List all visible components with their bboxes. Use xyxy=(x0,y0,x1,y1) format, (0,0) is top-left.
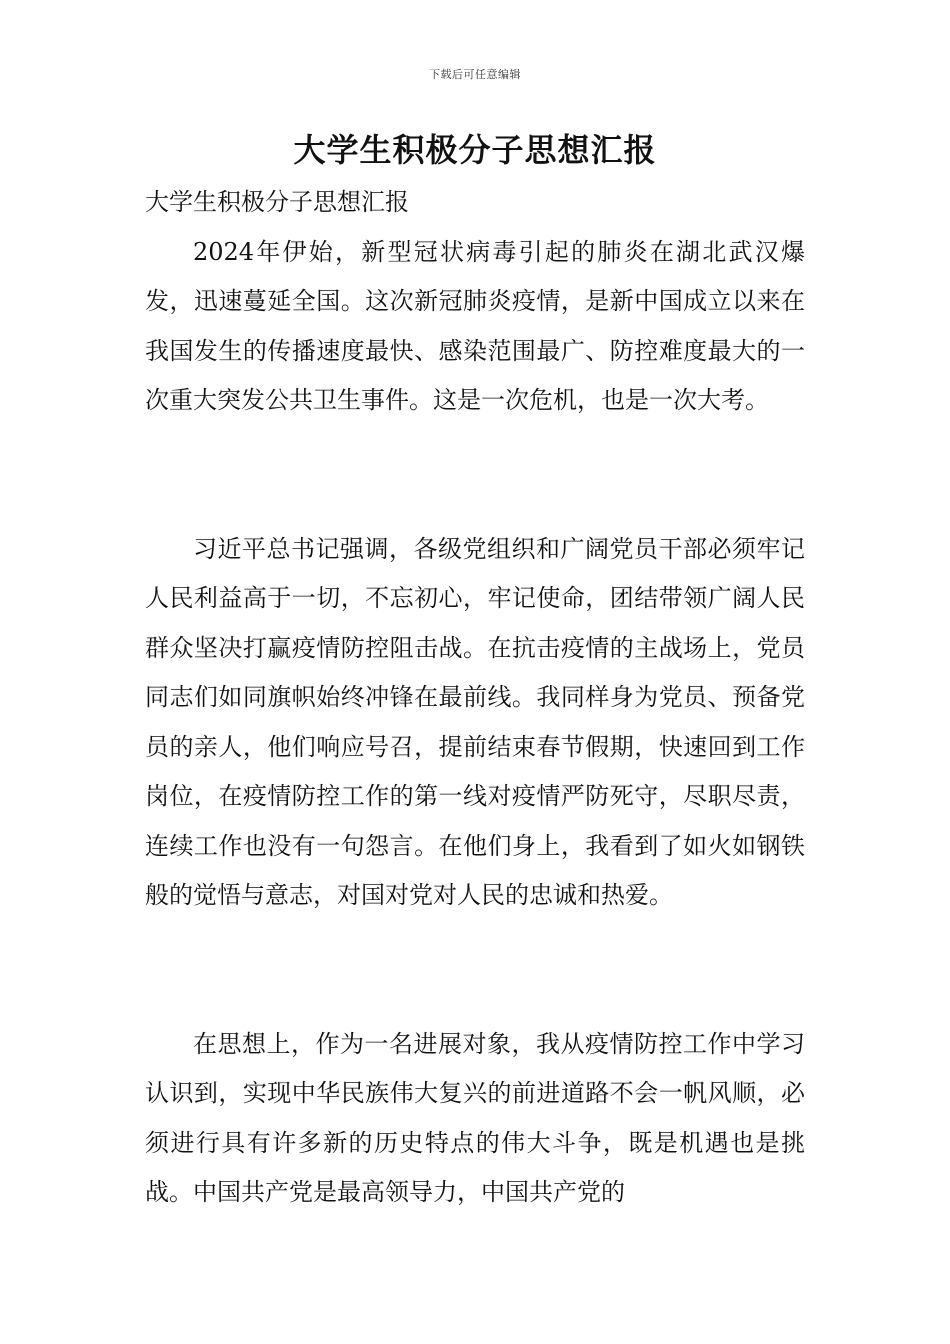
paragraph-3: 在思想上，作为一名进展对象，我从疫情防控工作中学习认识到，实现中华民族伟大复兴的前进道路不会一帆风顺，必须进行具有许多新的历史特点的伟大斗争，既是机遇也是挑战。中国共产党是最高领导力，中国共产党的 xyxy=(145,1029,805,1206)
paragraph-1: 2024年伊始，新型冠状病毒引起的肺炎在湖北武汉爆发，迅速蔓延全国。这次新冠肺炎疫情，是新中国成立以来在我国发生的传播速度最快、感染范围最广、防控难度最大的一次重大突发公共卫生事件。这是一次危机，也是一次大考。 xyxy=(145,237,805,414)
paragraph-2: 习近平总书记强调，各级党组织和广阔党员干部必须牢记人民利益高于一切，不忘初心，牢记使命，团结带领广阔人民群众坚决打赢疫情防控阻击战。在抗击疫情的主战场上，党员同志们如同旗帜始终冲锋在最前线。我同样身为党员、预备党员的亲人，他们响应号召，提前结束春节假期，快速回到工作岗位，在疫情防控工作的第一线对疫情严防死守，尽职尽责，连续工作也没有一句怨言。在他们身上，我看到了如火如钢铁般的觉悟与意志，对国对党对人民的忠诚和热爱。 xyxy=(145,534,805,909)
header-note: 下载后可任意编辑 xyxy=(429,68,521,81)
document-body xyxy=(145,178,805,1218)
document-title: 大学生积极分子思想汇报 xyxy=(293,131,657,169)
document-subtitle: 大学生积极分子思想汇报 xyxy=(145,188,409,216)
